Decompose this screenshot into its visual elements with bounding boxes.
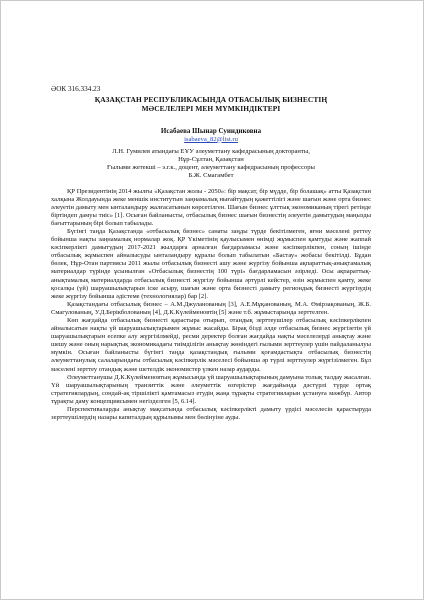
udc-code: ӘОК 316.334.23	[51, 85, 101, 93]
affiliation-line: Л.Н. Гумилев атындағы ЕҰУ әлеуметтану кафедрасының докторанты,	[112, 147, 310, 155]
author-name: Исабаева Шынар Суиндиковна	[160, 127, 262, 135]
affiliation-line: Б.Ж. Смагамбет	[188, 171, 234, 179]
paragraph: Көп жағдайда отбасылық бизнесті қарастыра отырып, отандық зерттеушілер отбасылық кәсіпкерлікпен айналысатын нақты үй шаруашылықтарымен жұмыс жасайды. Бірақ бізді әлде отбасылық бизнес жүргізетін үй шаруашылықтарын есепке алу жүргізілмейді, ресми деректер болған жағдайда нақты мәселелерді анықтау және шешу және оның нарықтық экономикадағы тиімділігін анықтау жөніндегі ғылыми зерттеулер үшін пайдаланылуы мүмкін. Осыған байланысты бүгінгі таңда қазақстандық ғылыми қоғамдастықта отбасылық бизнестің әлеуметтанулық салаларындағы отбасылық кәсіпкерлік мәселесі бойынша әр түрлі зерттеулер жүргізілмеген. Бұл мәселені зерттеу отандық және шетелдік экономистер үлкен назар аударды.	[51, 317, 371, 373]
affiliation-line: Ғылыми жетекші – э.г.к., доцент, әлеуметтану кафедрасының профессоры	[107, 163, 315, 171]
paragraph: Әлеуметтанушы Д.К.Күлейменовтың жұмысында үй шаруашылықтарының дамуына толық талдау жасалған. Үй шаруашылықтарының транзиттік және әлеуметтік өзгерістер жағдайында дәстүрлі түрде ортақ стратегиялардың, сондай-ақ тіршілікті қамтамасыз етудің жаңа тұрақты стратегияларын ұстануға мәжбүр. Автор тұрақты даму концепциясымен негізделген [5, 6.14].	[51, 373, 371, 405]
affiliation-line: Нұр-Сұлтан, Қазақстан	[178, 155, 244, 163]
author-email-link[interactable]: isabaeva_82@list.ru	[184, 135, 238, 143]
paragraph: Бүгінгі таңда Қазақстанда «отбасылық бизнес» санаты заңды түрде бекітілмеген, яғни мәселені реттеу бойынша нақты заңнамалық нормалар жоқ. ҚР Үкіметінің қаулысымен өнімді жұмыспен қамтуды және жаппай кәсіпкерлікті дамытудың 2017-2021 жылдарға арналған бағдарламасы және кәсіпкерлікпен, соның ішінде отбасылық жұмыспен айналысуды ынталандыру құралы болып табылатын «Бастау» жобасы бекітілді. Бұдан бөлек, Нұр-Отан партиясы 2011 жылы отбасылық бизнесті ашу және жүргізу бойынша ақпараттық-анықтамалық материалдар түрінде ұсынылған «Отбасылық бизнестің 100 түрі» бағдарламасын әзірледі. Осы ақпараттық-анықтамалық материалдарда отбасылық бизнесті жүргізу бойынша әртүрлі кейстер, өзін жұмыспен қамту, жеке қосалқы (үй) шаруашылықтарын іске асыру, шағын және орта бизнесті дамыту региондық бизнесті жүргізудің жеке жүргізу бойынша әдістеме (технологиялар) бар [2].	[51, 227, 371, 300]
author-email-line	[51, 136, 371, 144]
paragraph: Перспективаларды анықтау мақсатында отбасылық кәсіпкерлікті дамыту үрдісі мәселесін қарастыруда зерттеушілердің назары капиталдың құрылымы мен бөлінуіне ауды.	[51, 406, 371, 422]
title-line: ҚАЗАҚСТАН РЕСПУБЛИКАСЫНДА ОТБАСЫЛЫҚ БИЗНЕСТІҢ	[94, 95, 328, 104]
paragraph: ҚР Президентінің 2014 жылғы «Қазақстан жолы - 2050»: бір мақсат, бір мүдде, бір болашақ» атты Қазақстан халқына Жолдауында жеке меншік институтын заңнамалық нығайтудың қажеттілігі және шағын және орта бизнес әлеуетін дамыту мен ынталандыру жалғасатынын көрсетілген. Шағын бизнес ұлттық экономиканың тірегі ретінде біртіндеп дамуы тиіс» [1]. Осыған байланысты, отбасылық бизнес шағын бизнестің әлеуетін дамытудың маңызды бағыттарының бірі болып табылады.	[51, 187, 371, 227]
article-title	[51, 95, 371, 113]
paragraph: Қазақстандағы отбасылық бизнес – А.М.Джуланованың [3], А.Е.Мұқанованың, М.А. Өмірзақованың, Ж.Б. Смагулованың, У.Д.Берікболованың [4], Д.К.Күлейменовтің [5] және т.б. жұмыстарында зерттелген.	[51, 300, 371, 316]
title-line: МӘСЕЛЕЛЕРІ МЕН МҮМКІНДІКТЕРІ	[141, 104, 281, 113]
article-body	[51, 85, 371, 422]
